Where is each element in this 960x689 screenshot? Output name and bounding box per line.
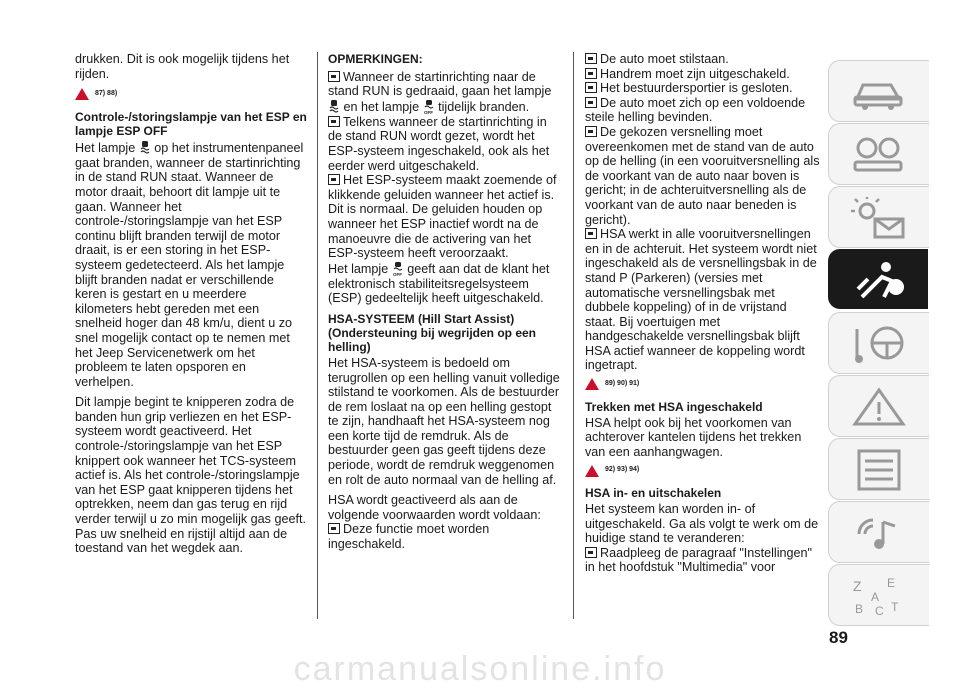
car-icon (849, 71, 909, 113)
tab-index[interactable] (828, 564, 929, 626)
bullet-icon (585, 126, 597, 137)
esp-car-skid-icon (139, 140, 151, 156)
column-3 (585, 52, 820, 575)
esp-paragraph-1: Het lampje op het instrumentenpaneel gaat branden, wanneer de startinrichting in de stand RUN staat. Wanneer de motor draait, behoort dit lampje uit te gaan. Wanneer het controle-/storingslampje van het ESP continu blijft branden terwijl de motor draait, is er een storing in het ESP-systeem gedetecteerd. Als het lampje blijft branden nadat er verschillende keren is gestart en u meerdere kilometers hebt gereden met een snelheid hoger dan 48 km/u, dient u zo snel mogelijk contact op te nemen met het Jeep Servicenetwerk om het probleem te laten opsporen en verhelpen. (75, 140, 304, 389)
tab-emergency[interactable] (828, 375, 929, 437)
warning-icon (585, 465, 599, 477)
warning-icon (585, 378, 599, 390)
warning-refs: 89) 90) 91) (585, 377, 820, 392)
bullet-icon (585, 53, 597, 64)
bullet-icon (328, 71, 340, 82)
esp-off-icon (392, 261, 404, 277)
note-item: Het ESP-systeem maakt zoemende of klikkende geluiden wanneer het actief is. Dit is normaal. De geluiden houden op wanneer het ESP inactief wordt na de manoeuvre die de activering van het ESP-systeem heeft veroorzaakt. (328, 173, 557, 261)
hsa-paragraph-1: Het HSA-systeem is bedoeld om terugrollen op een helling vanuit volledige stilstand te voorkomen. Als de bestuurder de rem loslaat na op een helling gestopt te zijn, handhaaft het HSA-systeem nog een korte tijd de remdruk. Als de bestuurder geen gas geeft tijdens deze periode, wordt de remdruk weggenomen en rolt de auto normaal van de helling af. (328, 355, 560, 487)
condition-item: Handrem moet zijn uitgeschakeld. (585, 67, 820, 82)
svg-text:C: C (875, 604, 884, 617)
bullet-icon (328, 116, 340, 127)
steering-wheel-icon (849, 323, 909, 365)
hsa-paragraph-2: HSA wordt geactiveerd als aan de volgende voorwaarden wordt voldaan: (328, 493, 541, 522)
warning-triangle-icon (849, 386, 909, 428)
column-2 (328, 52, 560, 552)
condition-item: De auto moet zich op een voldoende steile helling bevinden. (585, 95, 806, 125)
esp-paragraph-2: Dit lampje begint te knipperen zodra de banden hun grip verliezen en het ESP-systeem wordt geactiveerd. Het controle-/storingslampje van het ESP knippert ook wanneer het TCS-systeem actief is. Als het controle-/storingslampje van het ESP gaat knipperen tijdens het optrekken, neem dan gas terug en rijd verder terwijl u zo min mogelijk gas geeft. Pas uw snelheid en rijstijl altijd aan de toestand van het wegdek aan. (75, 395, 306, 556)
tab-multimedia[interactable] (828, 501, 929, 563)
bullet-icon (328, 523, 340, 534)
column-divider (573, 52, 574, 619)
svg-text:Z: Z (853, 578, 862, 594)
tab-dashboard[interactable] (828, 123, 929, 185)
tab-driving[interactable] (828, 312, 929, 374)
tab-safety[interactable] (828, 249, 928, 309)
tow-paragraph: HSA helpt ook bij het voorkomen van achterover kantelen tijdens het trekken van een aanhangwagen. (585, 415, 802, 459)
music-wireless-icon (849, 512, 909, 554)
esp-off-icon (423, 99, 435, 115)
svg-text:OFF: OFF (423, 109, 433, 115)
condition-item: De gekozen versnelling moet overeenkomen met de stand van de auto op de helling (in een vooruitversnelling als de voorkant van de auto naar boven is gericht; in de achteruitversnelling als de voorkant van de auto naar beneden is gericht). (585, 124, 820, 227)
esp-car-skid-icon (328, 99, 340, 115)
column-1 (75, 52, 307, 562)
condition-item: HSA werkt in alle vooruitversnellingen en in de achteruit. Het systeem wordt niet ingeschakeld als de versnellingsbak in de stand P (Parkeren) (versies met automatische versnellingsbak met dubbele koppeling) of in de vrijstand staat. Bij voertuigen met handgeschakelde versnellingsbak blijft HSA actief wanneer de koppeling wordt ingetrapt. (585, 227, 817, 373)
warning-refs: 87) 88) (75, 87, 307, 102)
warning-icon (75, 88, 89, 100)
column-divider (317, 52, 318, 619)
bullet-icon (328, 174, 340, 185)
tab-lights[interactable] (828, 186, 929, 248)
notes-heading: OPMERKINGEN: (328, 52, 423, 66)
dashboard-gauge-icon (849, 134, 909, 176)
svg-text:T: T (891, 600, 899, 614)
tab-maintenance[interactable] (828, 438, 929, 500)
tab-vehicle[interactable] (828, 60, 929, 122)
alphabet-index-icon (849, 575, 909, 617)
note-item: Wanneer de startinrichting naar de stand RUN is gedraaid, gaan het lampje en het lampje OFF tijdelijk branden. (328, 69, 552, 115)
tow-heading: Trekken met HSA ingeschakeld (585, 399, 763, 414)
bullet-icon (585, 68, 597, 79)
bullet-icon (585, 228, 597, 239)
condition-item: De auto moet stilstaan. (585, 52, 820, 67)
airbag-seat-icon (848, 259, 908, 301)
esp-off-paragraph: Het lampje OFF geeft aan dat de klant het elektronisch stabiliteitsregelsysteem (ESP) gedeeltelijk heeft uitgeschakeld. (328, 261, 550, 306)
svg-text:OFF: OFF (392, 271, 402, 277)
warning-refs: 92) 93) 94) (585, 463, 820, 478)
condition-item: Het bestuurdersportier is gesloten. (585, 81, 820, 96)
checklist-icon (849, 449, 909, 491)
onoff-paragraph: Het systeem kan worden in- of uitgeschakeld. Ga als volgt te werk om de huidige stand te veranderen: (585, 502, 819, 546)
bullet-icon (585, 82, 597, 93)
bullet-icon (585, 97, 597, 108)
note-item: Telkens wanneer de startinrichting in de stand RUN wordt gezet, wordt het ESP-systeem ingeschakeld, ook als het eerder werd uitgeschakeld. (328, 114, 550, 173)
page-number: 89 (829, 628, 848, 647)
onoff-heading: HSA in- en uitschakelen (585, 486, 722, 501)
svg-text:E: E (887, 576, 896, 590)
hsa-heading: HSA-SYSTEEM (Hill Start Assist) (Ondersteuning bij wegrijden op een helling) (328, 311, 537, 354)
intro-text: drukken. Dit is ook mogelijk tijdens het rijden. (75, 52, 290, 81)
watermark: carmanualsonline.info (293, 650, 667, 688)
svg-text:A: A (871, 590, 880, 604)
svg-text:B: B (855, 602, 864, 616)
step-item: Raadpleeg de paragraaf "Instellingen" in het hoofdstuk "Multimedia" voor (585, 545, 812, 575)
bullet-icon (585, 547, 597, 558)
esp-heading: Controle-/storingslampje van het ESP en lampje ESP OFF (75, 109, 307, 138)
sun-envelope-icon (849, 197, 909, 239)
condition-item: Deze functie moet worden ingeschakeld. (328, 522, 490, 552)
